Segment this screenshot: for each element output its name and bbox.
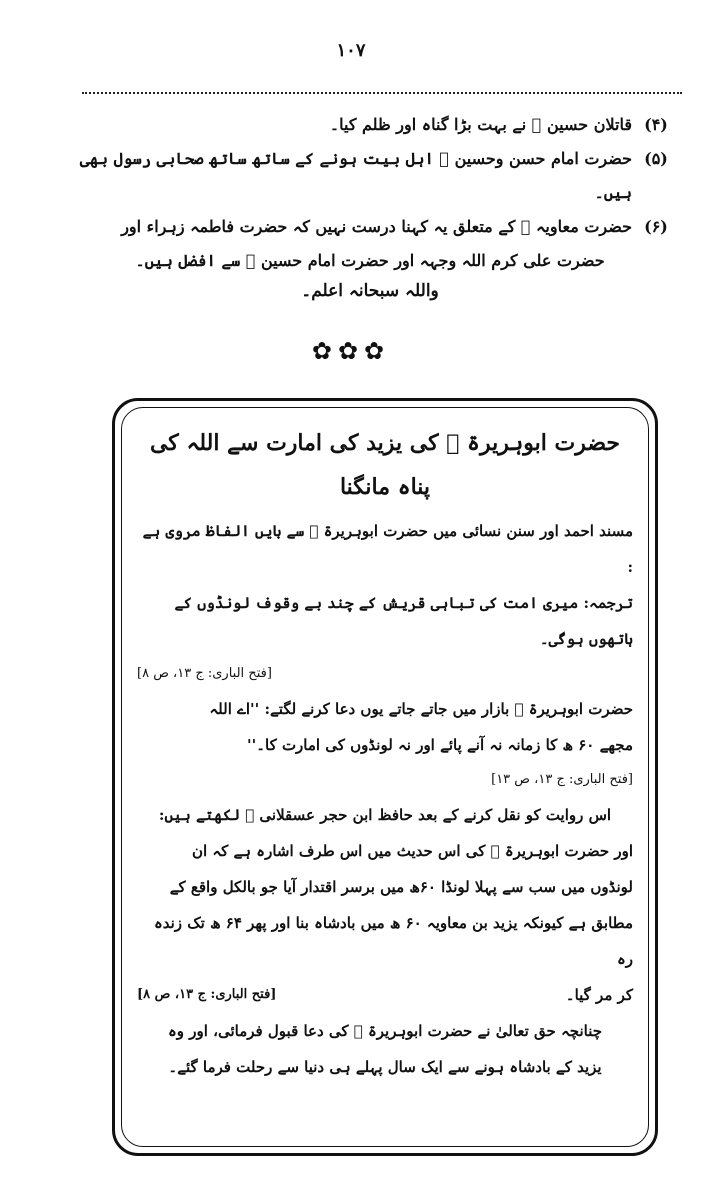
flower-ornament-icon: ✿✿✿ [311, 337, 391, 365]
box-title: حضرت ابوہریرۃ ﷜ کی یزید کی امارت سے اللہ کی پناہ مانگنا [149, 430, 621, 500]
point-5 [60, 142, 680, 210]
point-4 [60, 108, 680, 142]
paragraph-with-reference [137, 977, 633, 1013]
paragraph: حضرت ابوہریرۃ ﷜ بازار میں جاتے جاتے یوں دعا کرنے لگتے: ''اے اللہ [209, 700, 633, 718]
reference: [فتح الباری: ج ۱۳، ص ۱۳] [491, 772, 633, 787]
point-text: حضرت معاویہ ﷜ کے متعلق یہ کہنا درست نہیں کہ حضرت فاطمہ زہراء اور [121, 217, 632, 236]
paragraph: ترجمہ: میری امت کی تباہی قریش کے چند بے وقوف لونڈوں کے ہاتھوں ہوگی۔ [174, 594, 633, 648]
point-number: (۶) [644, 217, 668, 236]
point-6-continuation: حضرت علی کرم اللہ وجہہ اور حضرت امام حسین ﷜ سے افضل ہیں۔ [135, 251, 605, 270]
paragraph: لونڈوں میں سب سے پہلا لونڈا ۶۰ھ میں برسر اقتدار آیا جو بالکل واقع کے [169, 878, 633, 896]
paragraph: مجھے ۶۰ ھ کا زمانہ نہ آنے پائے اور نہ لونڈوں کی امارت کا۔'' [247, 736, 633, 754]
point-6 [60, 210, 680, 244]
paragraph: یزید کے بادشاہ ہونے سے ایک سال پہلے ہی دنیا سے رحلت فرما گئے۔ [168, 1058, 602, 1076]
paragraph: اس روایت کو نقل کرنے کے بعد حافظ ابن حجر عسقلانی ﷫ لکھتے ہیں: [158, 806, 612, 824]
point-text: حضرت امام حسن وحسین ﷜ اہل بیت ہونے کے ساتھ ساتھ صحابی رسول بھی ہیں۔ [79, 149, 632, 202]
point-number: (۵) [644, 149, 668, 168]
numbered-points [60, 108, 680, 301]
paragraph: مطابق ہے کیونکہ یزید بن معاویہ ۶۰ ھ میں بادشاہ بنا اور پھر ۶۴ ھ تک زندہ رہ [153, 914, 633, 968]
reference: [فتح الباری: ج ۱۳، ص ۸] [137, 987, 277, 1002]
paragraph: چنانچہ حق تعالیٰ نے حضرت ابوہریرۃ ﷜ کی دعا قبول فرمائی، اور وہ [167, 1022, 602, 1040]
dotted-divider [82, 92, 682, 94]
point-text: قاتلان حسین ﷜ نے بہت بڑا گناہ اور ظلم کیا۔ [329, 115, 632, 134]
point-number: (۴) [644, 115, 668, 134]
paragraph-end: کر مر گیا۔ [565, 986, 633, 1004]
paragraph: مسند احمد اور سنن نسائی میں حضرت ابوہریرۃ ﷜ سے بایں الفاظ مروی ہے : [142, 522, 633, 576]
reference: [فتح الباری: ج ۱۳، ص ۸] [137, 666, 272, 681]
quote-box [112, 398, 658, 1156]
paragraph: اور حضرت ابوہریرۃ ﷜ کی اس حدیث میں اس طرف اشارہ ہے کہ ان [191, 842, 633, 860]
quote-box-content [137, 421, 633, 1085]
page-number: ۱۰۷ [336, 40, 366, 61]
closing-phrase: واللہ سبحانہ اعلم۔ [301, 281, 439, 301]
